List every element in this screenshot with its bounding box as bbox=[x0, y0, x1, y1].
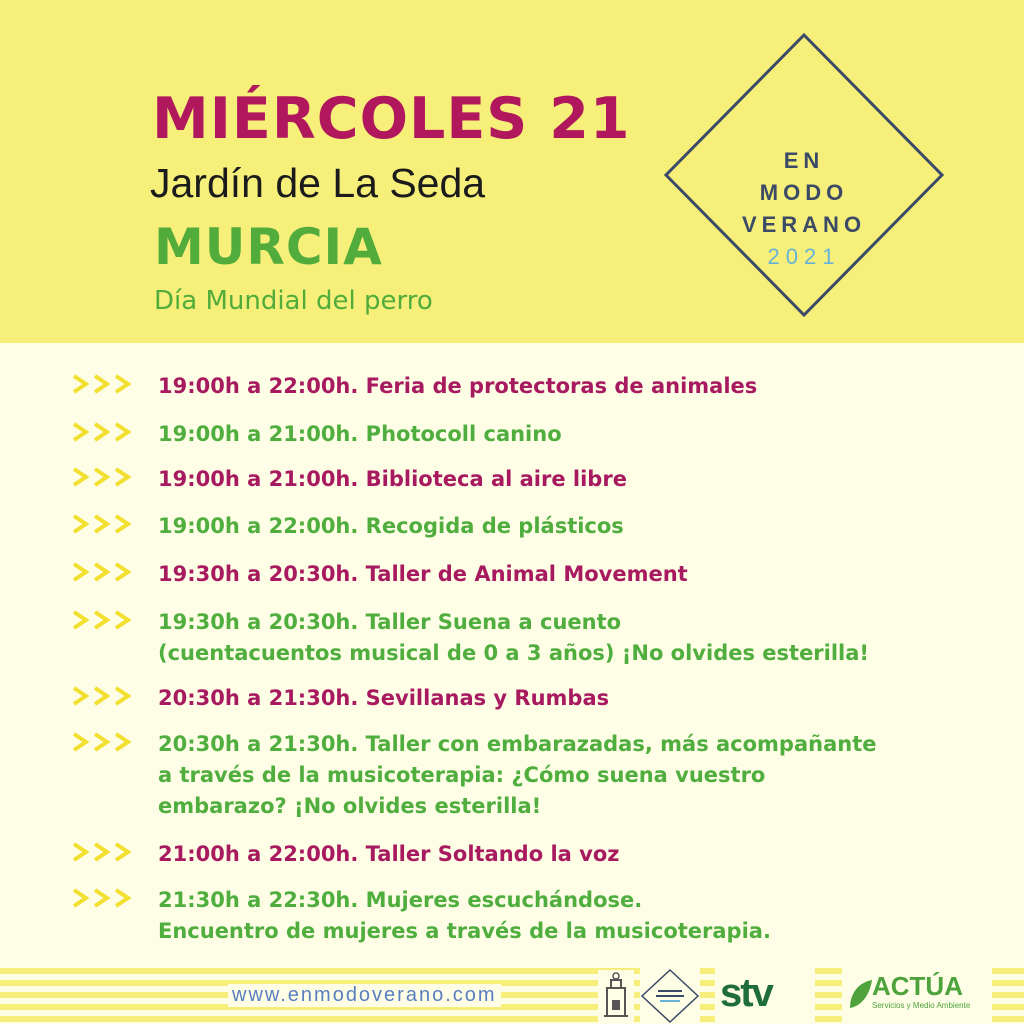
chevron-arrows-icon bbox=[72, 467, 136, 487]
mini-diamond-icon bbox=[640, 968, 700, 1024]
badge-line-en: EN bbox=[783, 148, 825, 173]
schedule-item bbox=[72, 885, 771, 947]
schedule-item-line: embarazo? ¡No olvides esterilla! bbox=[158, 794, 542, 818]
header-banner bbox=[0, 0, 1024, 343]
schedule-item-text bbox=[158, 885, 771, 947]
badge-text bbox=[663, 145, 945, 273]
actua-logo-subtitle: Servicios y Medio Ambiente bbox=[872, 1001, 971, 1010]
schedule-item bbox=[72, 683, 609, 714]
event-day-title: MIÉRCOLES 21 bbox=[152, 86, 631, 152]
schedule-item bbox=[72, 511, 624, 542]
schedule-item bbox=[72, 607, 869, 669]
chevron-arrows-icon bbox=[72, 732, 136, 752]
schedule-item-line: a través de la musicoterapia: ¿Cómo suena vuestro bbox=[158, 763, 766, 787]
chevron-arrows-icon bbox=[72, 610, 136, 630]
schedule-item-line: 21:30h a 22:30h. Mujeres escuchándose. bbox=[158, 888, 643, 912]
schedule-item-text bbox=[158, 607, 869, 669]
schedule-item-line: 19:00h a 21:00h. Photocoll canino bbox=[158, 422, 562, 446]
mini-badge-logo bbox=[640, 968, 700, 1024]
chevron-arrows-icon bbox=[72, 422, 136, 442]
schedule-item-line: 19:30h a 20:30h. Taller de Animal Movement bbox=[158, 562, 688, 586]
schedule-item-line: 21:00h a 22:00h. Taller Soltando la voz bbox=[158, 842, 620, 866]
schedule-item bbox=[72, 839, 619, 870]
event-city: MURCIA bbox=[154, 218, 383, 276]
chevron-arrows-icon bbox=[72, 842, 136, 862]
schedule-item-text bbox=[158, 729, 877, 822]
schedule-item-text bbox=[158, 371, 757, 402]
schedule-item bbox=[72, 729, 877, 822]
badge-line-modo: MODO bbox=[759, 180, 849, 205]
chevron-arrows-icon bbox=[72, 562, 136, 582]
schedule-item-line: 19:00h a 22:00h. Recogida de plásticos bbox=[158, 514, 624, 538]
schedule-item-text bbox=[158, 511, 624, 542]
event-subtitle: Día Mundial del perro bbox=[154, 286, 433, 316]
actua-logo: ACTÚA bbox=[872, 971, 963, 1001]
website-link[interactable]: www.enmodoverano.com bbox=[228, 984, 501, 1007]
stv-logo: stv bbox=[720, 971, 772, 1015]
schedule-item-line: Encuentro de mujeres a través de la musicoterapia. bbox=[158, 919, 771, 943]
chevron-arrows-icon bbox=[72, 514, 136, 534]
schedule-item bbox=[72, 419, 562, 450]
en-modo-verano-badge bbox=[663, 32, 945, 318]
schedule-item bbox=[72, 464, 627, 495]
event-venue: Jardín de La Seda bbox=[150, 160, 486, 206]
chevron-arrows-icon bbox=[72, 374, 136, 394]
schedule-item-line: 20:30h a 21:30h. Sevillanas y Rumbas bbox=[158, 686, 610, 710]
schedule-item-line: 20:30h a 21:30h. Taller con embarazadas, más acompañante bbox=[158, 732, 877, 756]
leaf-icon bbox=[846, 978, 874, 1012]
schedule-item-line: (cuentacuentos musical de 0 a 3 años) ¡No olvides esterilla! bbox=[158, 641, 870, 665]
schedule-list bbox=[0, 343, 1024, 968]
schedule-item-line: 19:00h a 22:00h. Feria de protectoras de animales bbox=[158, 374, 758, 398]
castle-icon bbox=[598, 970, 634, 1022]
schedule-item-line: 19:30h a 20:30h. Taller Suena a cuento bbox=[158, 610, 622, 634]
town-hall-logo bbox=[598, 970, 634, 1022]
schedule-item-text bbox=[158, 683, 609, 714]
schedule-item bbox=[72, 371, 757, 402]
schedule-item-text bbox=[158, 419, 562, 450]
schedule-item-line: 19:00h a 21:00h. Biblioteca al aire libre bbox=[158, 467, 627, 491]
schedule-item-text bbox=[158, 464, 627, 495]
badge-line-verano: VERANO bbox=[741, 212, 867, 237]
chevron-arrows-icon bbox=[72, 888, 136, 908]
chevron-arrows-icon bbox=[72, 686, 136, 706]
schedule-item bbox=[72, 559, 688, 590]
footer bbox=[0, 968, 1024, 1024]
badge-year: 2021 bbox=[767, 244, 841, 269]
schedule-item-text bbox=[158, 839, 619, 870]
schedule-item-text bbox=[158, 559, 688, 590]
